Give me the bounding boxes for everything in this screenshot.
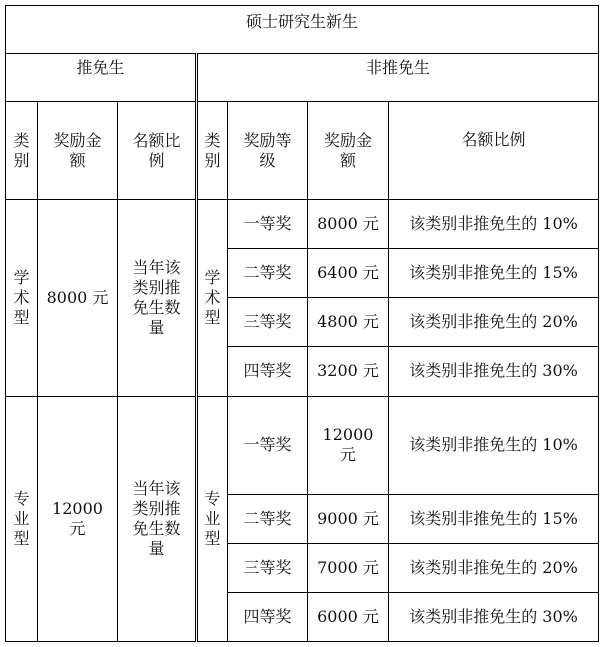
scholarship-table	[5, 5, 599, 642]
quota-cell: 该类别非推免生的 20%	[389, 543, 599, 592]
exempt-professional-quota: 当年该 类别推 免生数 量	[118, 396, 197, 641]
amount-cell: 6000 元	[308, 592, 389, 641]
amount-cell: 6400 元	[308, 249, 389, 298]
table-title: 硕士研究生新生	[6, 6, 599, 54]
quota-cell: 该类别非推免生的 15%	[389, 249, 599, 298]
exempt-academic-category: 学 术 型	[6, 200, 38, 396]
amount-cell: 4800 元	[308, 298, 389, 347]
non-exempt-col-quota: 名额比例	[389, 102, 599, 200]
level-cell: 三等奖	[228, 543, 308, 592]
table-row	[6, 200, 599, 249]
quota-cell: 该类别非推免生的 10%	[389, 200, 599, 249]
level-cell: 一等奖	[228, 396, 308, 494]
exempt-col-quota: 名额比 例	[118, 102, 197, 200]
non-exempt-professional-category: 专 业 型	[197, 396, 228, 641]
quota-cell: 该类别非推免生的 20%	[389, 298, 599, 347]
level-cell: 一等奖	[228, 200, 308, 249]
level-cell: 三等奖	[228, 298, 308, 347]
exempt-academic-amount: 8000 元	[38, 200, 118, 396]
non-exempt-col-level: 奖励等 级	[228, 102, 308, 200]
non-exempt-header: 非推免生	[197, 54, 599, 102]
non-exempt-academic-category: 学 术 型	[197, 200, 228, 396]
table-row	[6, 396, 599, 494]
quota-cell: 该类别非推免生的 15%	[389, 494, 599, 543]
non-exempt-col-amount: 奖励金 额	[308, 102, 389, 200]
level-cell: 四等奖	[228, 347, 308, 396]
level-cell: 二等奖	[228, 494, 308, 543]
quota-cell: 该类别非推免生的 10%	[389, 396, 599, 494]
exempt-professional-amount: 12000 元	[38, 396, 118, 641]
amount-cell: 8000 元	[308, 200, 389, 249]
exempt-col-amount: 奖励金 额	[38, 102, 118, 200]
exempt-header: 推免生	[6, 54, 197, 102]
exempt-professional-category: 专 业 型	[6, 396, 38, 641]
quota-cell: 该类别非推免生的 30%	[389, 592, 599, 641]
amount-cell: 9000 元	[308, 494, 389, 543]
non-exempt-col-category: 类 别	[197, 102, 228, 200]
exempt-academic-quota: 当年该 类别推 免生数 量	[118, 200, 197, 396]
quota-cell: 该类别非推免生的 30%	[389, 347, 599, 396]
level-cell: 二等奖	[228, 249, 308, 298]
amount-cell: 3200 元	[308, 347, 389, 396]
level-cell: 四等奖	[228, 592, 308, 641]
exempt-col-category: 类 别	[6, 102, 38, 200]
amount-cell: 7000 元	[308, 543, 389, 592]
amount-cell: 12000 元	[308, 396, 389, 494]
